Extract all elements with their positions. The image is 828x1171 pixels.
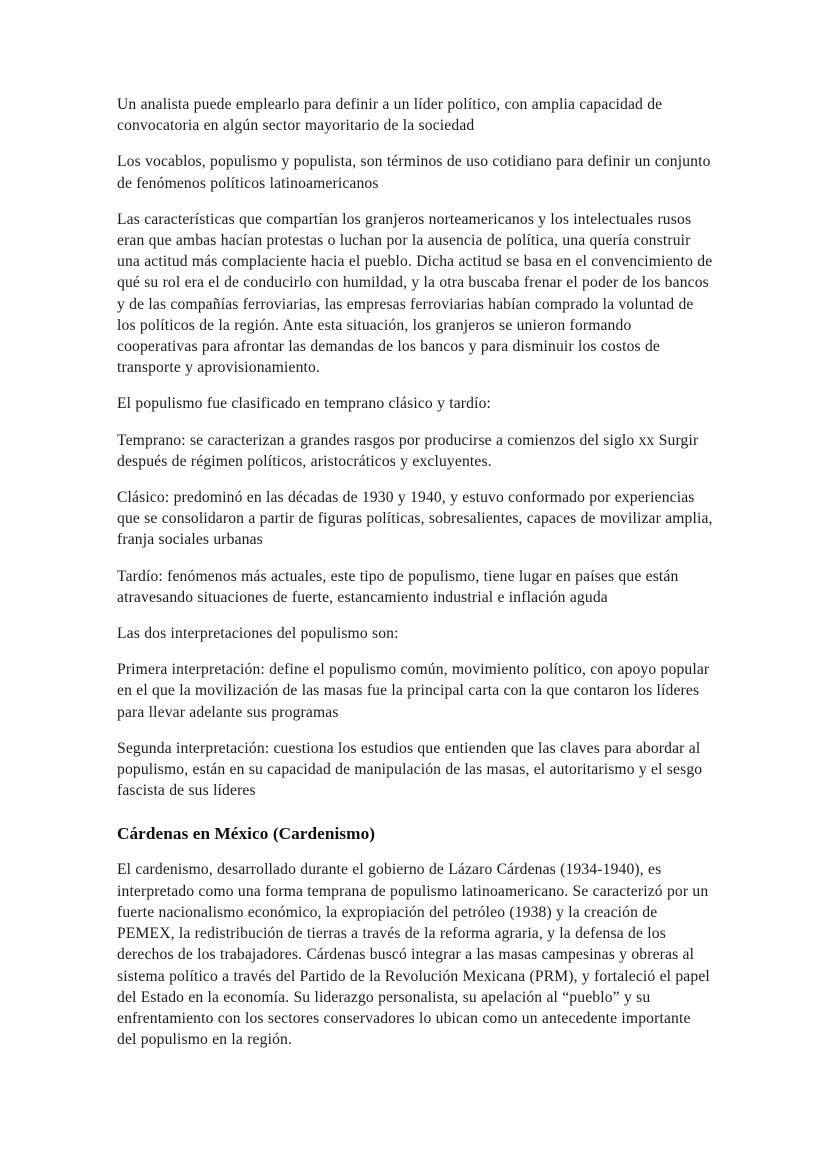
paragraph-cardenismo-descripcion: El cardenismo, desarrollado durante el gobierno de Lázaro Cárdenas (1934-1940), es interpretado como una forma temprana de populismo latinoamericano. Se caracterizó por un fuerte nacionalismo económico, la expropiación del petróleo (1938) y la creación de PEMEX, la redistribución de tierras a través de la reforma agraria, y la defensa de los derechos de los trabajadores. Cárdenas buscó integrar a las masas campesinas y obreras al sistema político a través del Partido de la Revolución Mexicana (PRM), y fortaleció el papel del Estado en la economía. Su liderazgo personalista, su apelación al “pueblo” y su enfrentamiento con los sectores conservadores lo ubican como un antecedente importante del populismo en la región. (117, 861, 710, 1049)
paragraph-analista-lider-politico: Un analista puede emplearlo para definir a un líder político, con amplia capacidad de convocatoria en algún sector mayoritario de la sociedad (117, 96, 663, 135)
paragraph-vocablos-populismo-populista: Los vocablos, populismo y populista, son términos de uso cotidiano para definir un conjunto de fenómenos políticos latinoamericanos (117, 153, 711, 192)
document-text-column (117, 94, 713, 1050)
paragraph-segunda-interpretacion: Segunda interpretación: cuestiona los estudios que entienden que las claves para abordar al populismo, están en su capacidad de manipulación de las masas, el autoritarismo y el sesgo fascista de sus líderes (117, 739, 703, 800)
paragraph-primera-interpretacion: Primera interpretación: define el populismo común, movimiento político, con apoyo popular en el que la movilización de las masas fue la principal carta con la que contaron los líderes para llevar adelante sus programas (117, 661, 710, 721)
paragraph-temprano: Temprano: se caracterizan a grandes rasgos por producirse a comienzos del siglo xx Surgir después de régimen políticos, aristocráticos y excluyentes. (117, 431, 699, 470)
section-heading-cardenas-mexico: Cárdenas en México (Cardenismo) (117, 824, 376, 844)
paragraph-clasico: Clásico: predominó en las décadas de 1930 y 1940, y estuvo conformado por experiencias que se consolidaron a partir de figuras políticas, sobresalientes, capaces de movilizar amplia, franja sociales urbanas (117, 489, 713, 549)
paragraph-tardio: Tardío: fenómenos más actuales, este tipo de populismo, tiene lugar en países que están atravesando situaciones de fuerte, estancamiento industrial e inflación aguda (117, 567, 679, 606)
paragraph-dos-interpretaciones: Las dos interpretaciones del populismo son: (117, 625, 399, 643)
paragraph-clasificacion-populismo: El populismo fue clasificado en temprano clásico y tardío: (117, 395, 492, 413)
paragraph-granjeros-intelectuales-rusos: Las características que compartían los granjeros norteamericanos y los intelectuales rusos eran que ambas hacían protestas o luchan por la ausencia de política, una quería construir una actitud más complaciente hacia el pueblo. Dicha actitud se basa en el convencimiento de qué su rol era el de conducirlo con humildad, y la otra buscaba frenar el poder de los bancos y de las compañías ferroviarias, las empresas ferroviarias habían comprado la voluntad de los políticos de la región. Ante esta situación, los granjeros se unieron formando cooperativas para afrontar las demandas de los bancos y para disminuir los costos de transporte y aprovisionamiento. (117, 210, 713, 377)
